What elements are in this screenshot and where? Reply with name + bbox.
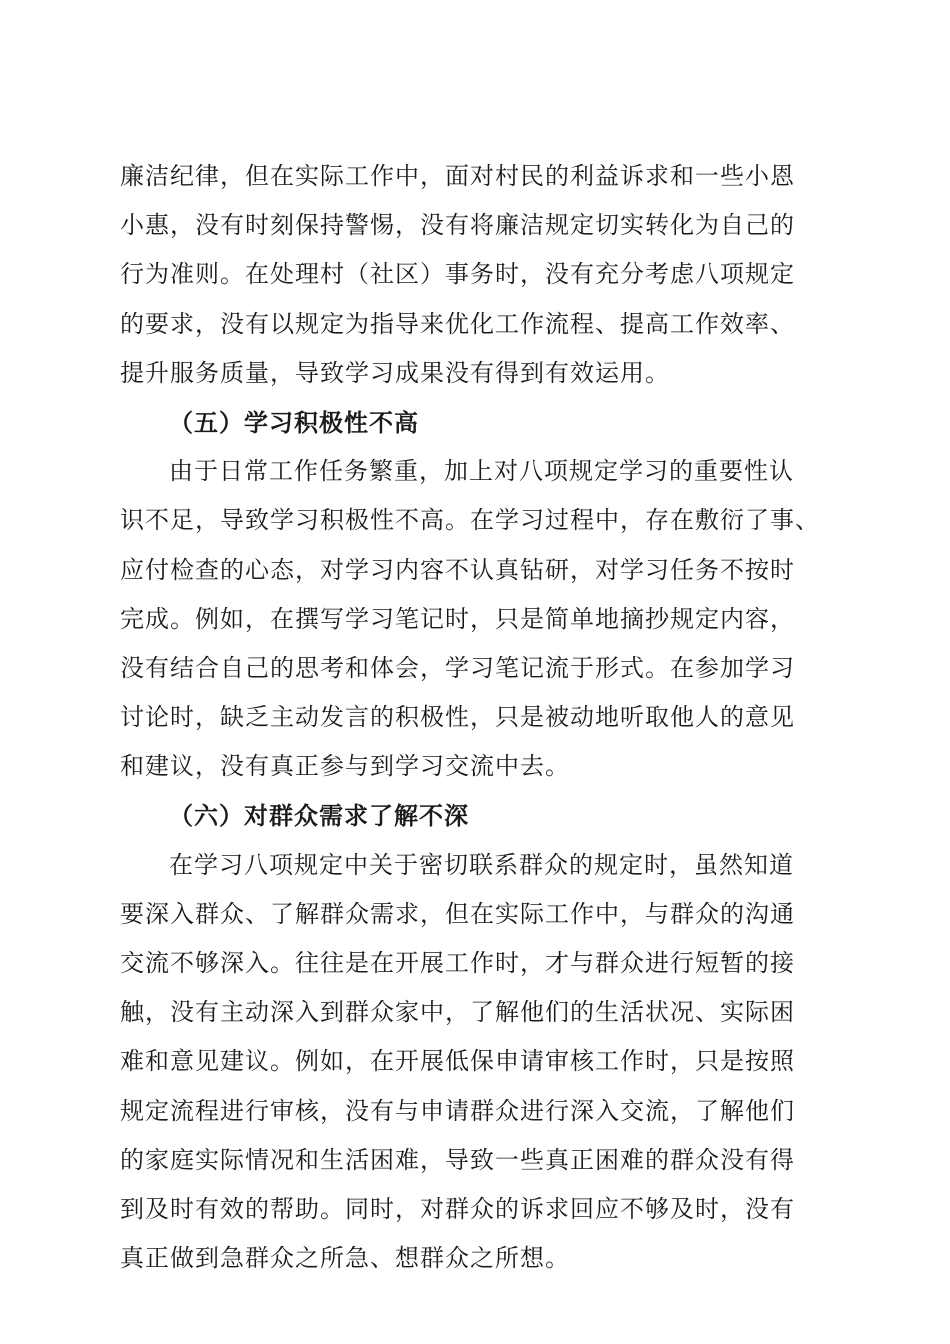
- text-line: 应付检查的心态，对学习内容不认真钻研，对学习任务不按时: [120, 555, 795, 584]
- text-line: 在学习八项规定中关于密切联系群众的规定时，虽然知道: [169, 850, 794, 879]
- text-line: 的家庭实际情况和生活困难，导致一些真正困难的群众没有得: [120, 1145, 795, 1174]
- section-heading-5: （五）学习积极性不高: [169, 407, 419, 437]
- text-line: 廉洁纪律，但在实际工作中，面对村民的利益诉求和一些小恩: [120, 162, 795, 190]
- text-line: 行为准则。在处理村（社区）事务时，没有充分考虑八项规定: [120, 260, 795, 289]
- text-line: 的要求，没有以规定为指导来优化工作流程、提高工作效率、: [120, 309, 795, 338]
- text-line: 难和意见建议。例如，在开展低保申请审核工作时，只是按照: [120, 1047, 795, 1076]
- document-body: [120, 152, 832, 1283]
- section-heading-6: （六）对群众需求了解不深: [169, 801, 469, 831]
- text-line: 要深入群众、了解群众需求，但在实际工作中，与群众的沟通: [120, 899, 795, 928]
- text-line: 讨论时，缺乏主动发言的积极性，只是被动地听取他人的意见: [120, 703, 795, 732]
- text-line: 和建议，没有真正参与到学习交流中去。: [120, 752, 570, 781]
- text-line: 小惠，没有时刻保持警惕，没有将廉洁规定切实转化为自己的: [120, 211, 795, 240]
- text-line: 提升服务质量，导致学习成果没有得到有效运用。: [120, 358, 670, 387]
- text-line: 到及时有效的帮助。同时，对群众的诉求回应不够及时，没有: [120, 1194, 795, 1223]
- text-line: 由于日常工作任务繁重，加上对八项规定学习的重要性认: [169, 457, 794, 486]
- text-line: 规定流程进行审核，没有与申请群众进行深入交流，了解他们: [120, 1096, 795, 1125]
- text-line: 识不足，导致学习积极性不高。在学习过程中，存在敷衍了事、: [120, 506, 820, 535]
- text-line: 交流不够深入。往往是在开展工作时，才与群众进行短暂的接: [120, 949, 795, 977]
- text-line: 触，没有主动深入到群众家中，了解他们的生活状况、实际困: [120, 998, 795, 1027]
- text-line: 没有结合自己的思考和体会，学习笔记流于形式。在参加学习: [120, 653, 795, 682]
- text-line: 真正做到急群众之所急、想群众之所想。: [120, 1244, 570, 1273]
- text-line: 完成。例如，在撰写学习笔记时，只是简单地摘抄规定内容，: [120, 604, 795, 633]
